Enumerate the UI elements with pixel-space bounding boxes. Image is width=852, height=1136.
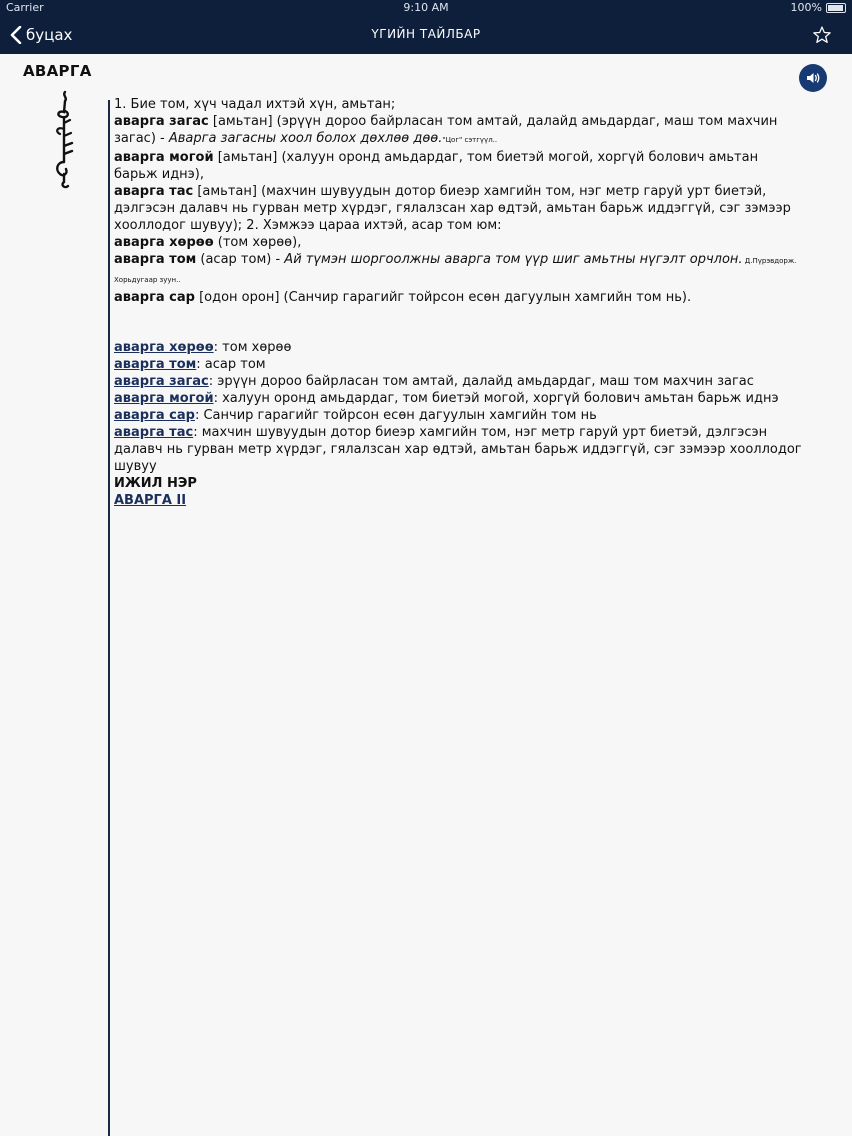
example-text: (асар том) -: [196, 252, 285, 267]
definition-content: [114, 96, 804, 509]
quote-source: "Цог" сэтгүүл..: [442, 136, 498, 144]
example-text: (том хөрөө),: [213, 235, 302, 250]
related-term-link[interactable]: аварга тас: [114, 425, 194, 440]
related-term-link[interactable]: аварга могой: [114, 391, 214, 406]
related-term-link[interactable]: аварга хөрөө: [114, 340, 214, 355]
related-desc: : махчин шувуудын дотор биеэр хамгийн том, нэг метр гаруй урт биетэй, дэлгэсэн далавч нь гурван метр хүрдэг, гялалзсан хар өдтэй, амьтан барьж иддэггүй, сэг зэмээр хооллодог шувуу: [114, 425, 802, 474]
example-term: аварга сар: [114, 290, 195, 305]
related-entry: [114, 373, 804, 390]
carrier-label: Carrier: [6, 1, 44, 14]
related-desc: : эрүүн дороо байрласан том амтай, далайд амьдардаг, маш том махчин загас: [208, 374, 754, 389]
back-label: буцах: [26, 26, 73, 44]
definition-line: [114, 113, 804, 149]
related-term-link[interactable]: аварга сар: [114, 408, 195, 423]
definition-line: [114, 183, 804, 234]
related-term-link[interactable]: аварга том: [114, 357, 197, 372]
example-text: [амьтан] (халуун оронд амьдардаг, том биетэй могой, хоргүй болович амьтан барьж иднэ),: [114, 150, 759, 182]
definition-line: [114, 289, 804, 306]
page-title: ҮГИЙН ТАЙЛБАР: [371, 27, 481, 41]
definition-line: [114, 234, 804, 251]
related-entry: [114, 424, 804, 475]
quote-text: Аварга загасны хоол болох дөхлөө дөө.: [168, 131, 443, 146]
battery-icon: [826, 3, 846, 13]
nav-bar: [0, 16, 852, 54]
speaker-icon: [805, 70, 821, 86]
star-icon[interactable]: [812, 25, 832, 45]
related-desc: : асар том: [196, 357, 266, 372]
quote-text: Ай түмэн шоргоолжны аварга том үүр шиг амьтны нүгэлт орчлон.: [284, 252, 743, 267]
definition-line: [114, 96, 804, 113]
battery-percent: 100%: [790, 1, 822, 14]
example-term: аварга тас: [114, 184, 194, 199]
clock: 9:10 AM: [403, 1, 449, 14]
related-entry: [114, 356, 804, 373]
example-term: аварга могой: [114, 150, 214, 165]
quote-source: Д.Пүрэвдорж. Хорьдугаар зуун..: [114, 257, 797, 284]
example-text: [одон орон] (Санчир гарагийг тойрсон есөн дагуулын хамгийн том нь).: [194, 290, 692, 305]
example-text: [амьтан] (махчин шувуудын дотор биеэр хамгийн том, нэг метр гаруй урт биетэй, дэлгэсэн далавч нь гурван метр хүрдэг, гялалзсан хар өдтэй, амьтан барьж иддэггүй, сэг зэмээр хооллодог шувуу); 2. Хэмжээ цараа ихтэй, асар том юм:: [114, 184, 791, 233]
related-entry: [114, 407, 804, 424]
related-desc: : халуун оронд амьдардаг, том биетэй могой, хоргүй болович амьтан барьж иднэ: [213, 391, 779, 406]
sense-1: 1. Бие том, хүч чадал ихтэй хүн, амьтан;: [114, 97, 396, 112]
synonym-entry: [114, 492, 804, 509]
example-term: аварга загас: [114, 114, 209, 129]
battery-indicator: [791, 1, 846, 14]
related-desc: : Санчир гарагийг тойрсон есөн дагуулын хамгийн том нь: [194, 408, 597, 423]
example-text: [амьтан] (эрүүн дороо байрласан том амтай, далайд амьдардаг, маш том махчин загас) -: [114, 114, 778, 146]
mongolian-script-icon: [48, 90, 78, 190]
related-entry: [114, 339, 804, 356]
related-term-link[interactable]: аварга загас: [114, 374, 209, 389]
related-desc: : том хөрөө: [213, 340, 292, 355]
synonyms-heading: ИЖИЛ НЭР: [114, 476, 197, 491]
spacer: [114, 306, 804, 339]
status-bar: [0, 0, 852, 16]
example-term: аварга том: [114, 252, 197, 267]
headword: АВАРГА: [23, 62, 92, 80]
synonym-link[interactable]: АВАРГА II: [114, 493, 187, 508]
related-entry: [114, 390, 804, 407]
definition-line: [114, 251, 804, 289]
pronunciation-button[interactable]: [799, 64, 827, 92]
definition-line: [114, 149, 804, 183]
content-divider: [108, 100, 110, 1136]
example-term: аварга хөрөө: [114, 235, 214, 250]
